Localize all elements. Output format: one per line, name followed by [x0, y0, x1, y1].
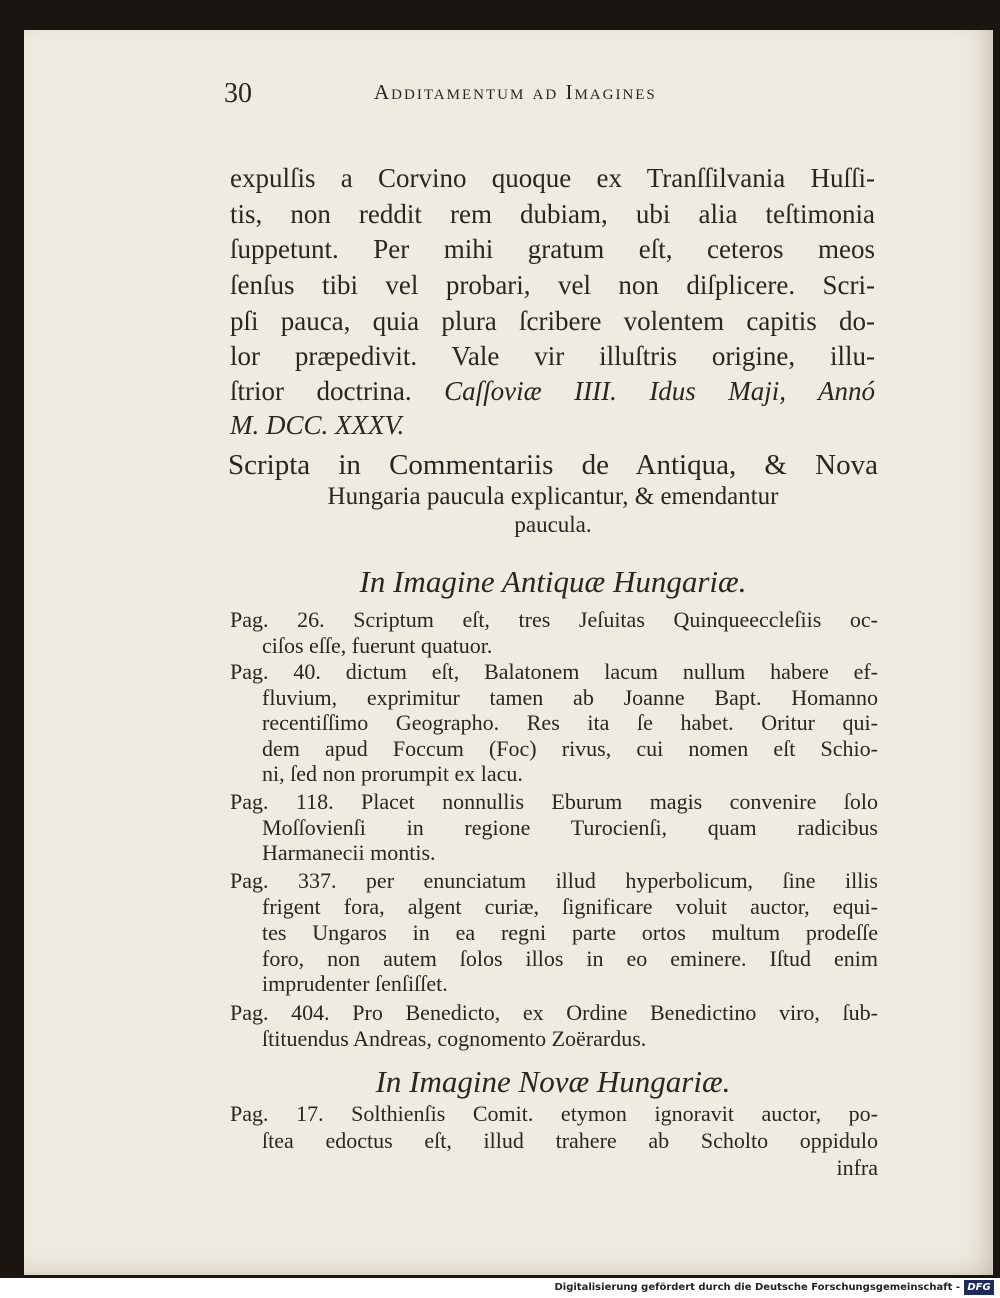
- entry-line: foro, non autem ſolos illos in eo eminere. Iſtud enim: [262, 946, 878, 971]
- letter-line: lor præpedivit. Vale vir illuſtris origine, illu-: [230, 341, 875, 371]
- entry-line: Moſſovienſi in regione Turocienſi, quam radicibus: [262, 815, 878, 840]
- entry-line: ſtituendus Andreas, cognomento Zoërardus.: [262, 1026, 647, 1051]
- letter-line: ſuppetunt. Per mihi gratum eſt, ceteros meos: [230, 234, 875, 264]
- entry-line: Pag. 17. Solthienſis Comit. etymon ignoravit auctor, po-: [230, 1101, 878, 1126]
- section-heading-line-1: Scripta in Commentariis de Antiqua, & Nova: [228, 449, 878, 481]
- running-title: Additamentum ad Imagines: [374, 80, 657, 104]
- entry-line: Pag. 404. Pro Benedicto, ex Ordine Benedictino viro, ſub-: [230, 1000, 878, 1025]
- entry-line: recentiſſimo Geographo. Res ita ſe habet. Oritur qui-: [262, 710, 878, 735]
- entry-line: Pag. 118. Placet nonnullis Eburum magis convenire ſolo: [230, 789, 878, 814]
- entry-line: ſtea edoctus eſt, illud trahere ab Scholto oppidulo: [262, 1128, 878, 1153]
- entry-line: ni, ſed non prorumpit ex lacu.: [262, 761, 523, 786]
- subhead-antiqua: In Imagine Antiquæ Hungariæ.: [359, 564, 747, 599]
- entry-line: fluvium, exprimitur tamen ab Joanne Bapt. Homanno: [262, 685, 878, 710]
- section-heading-line-2: Hungaria paucula explicantur, & emendantur: [327, 483, 779, 510]
- entry-line: dem apud Foccum (Foc) rivus, cui nomen eſt Schio-: [262, 736, 878, 761]
- footer-credit: Digitalisierung gefördert durch die Deutsche Forschungsgemeinschaft -: [554, 1282, 960, 1293]
- catchword: infra: [836, 1155, 878, 1180]
- page-number: 30: [224, 78, 252, 109]
- subhead-nova: In Imagine Novæ Hungariæ.: [375, 1064, 731, 1099]
- letter-line: pſi pauca, quia plura ſcribere volentem capitis do-: [230, 306, 875, 336]
- letter-line: ſenſus tibi vel probari, vel non diſplicere. Scri-: [230, 270, 875, 300]
- entry-line: imprudenter ſenſiſſet.: [262, 971, 448, 996]
- letter-closing-text: ſtrior doctrina.: [230, 376, 412, 406]
- letter-closing-line: [230, 376, 875, 407]
- section-heading-line-3: paucula.: [514, 512, 592, 537]
- letter-date-line: M. DCC. XXXV.: [230, 410, 405, 440]
- letter-place-date: Caſſoviæ IIII. Idus Maji, Annó: [444, 376, 876, 406]
- dfg-logo: DFG: [964, 1280, 994, 1295]
- entry-line: frigent fora, algent curiæ, ſignificare voluit auctor, equi-: [262, 894, 878, 919]
- entry-line: Harmanecii montis.: [262, 840, 436, 865]
- letter-line: expulſis a Corvino quoque ex Tranſſilvania Huſſi-: [230, 163, 875, 193]
- entry-line: Pag. 40. dictum eſt, Balatonem lacum nullum habere ef-: [230, 659, 878, 684]
- entry-line: Pag. 26. Scriptum eſt, tres Jeſuitas Quinqueeccleſiis oc-: [230, 607, 878, 632]
- entry-line: tes Ungaros in ea regni parte ortos multum prodeſſe: [262, 920, 878, 945]
- section-heading: [228, 448, 878, 538]
- entry-line: ciſos eſſe, fuerunt quatuor.: [262, 633, 493, 658]
- letter-line: tis, non reddit rem dubiam, ubi alia teſtimonia: [230, 199, 875, 229]
- entry-line: Pag. 337. per enunciatum illud hyperbolicum, ſine illis: [230, 868, 878, 893]
